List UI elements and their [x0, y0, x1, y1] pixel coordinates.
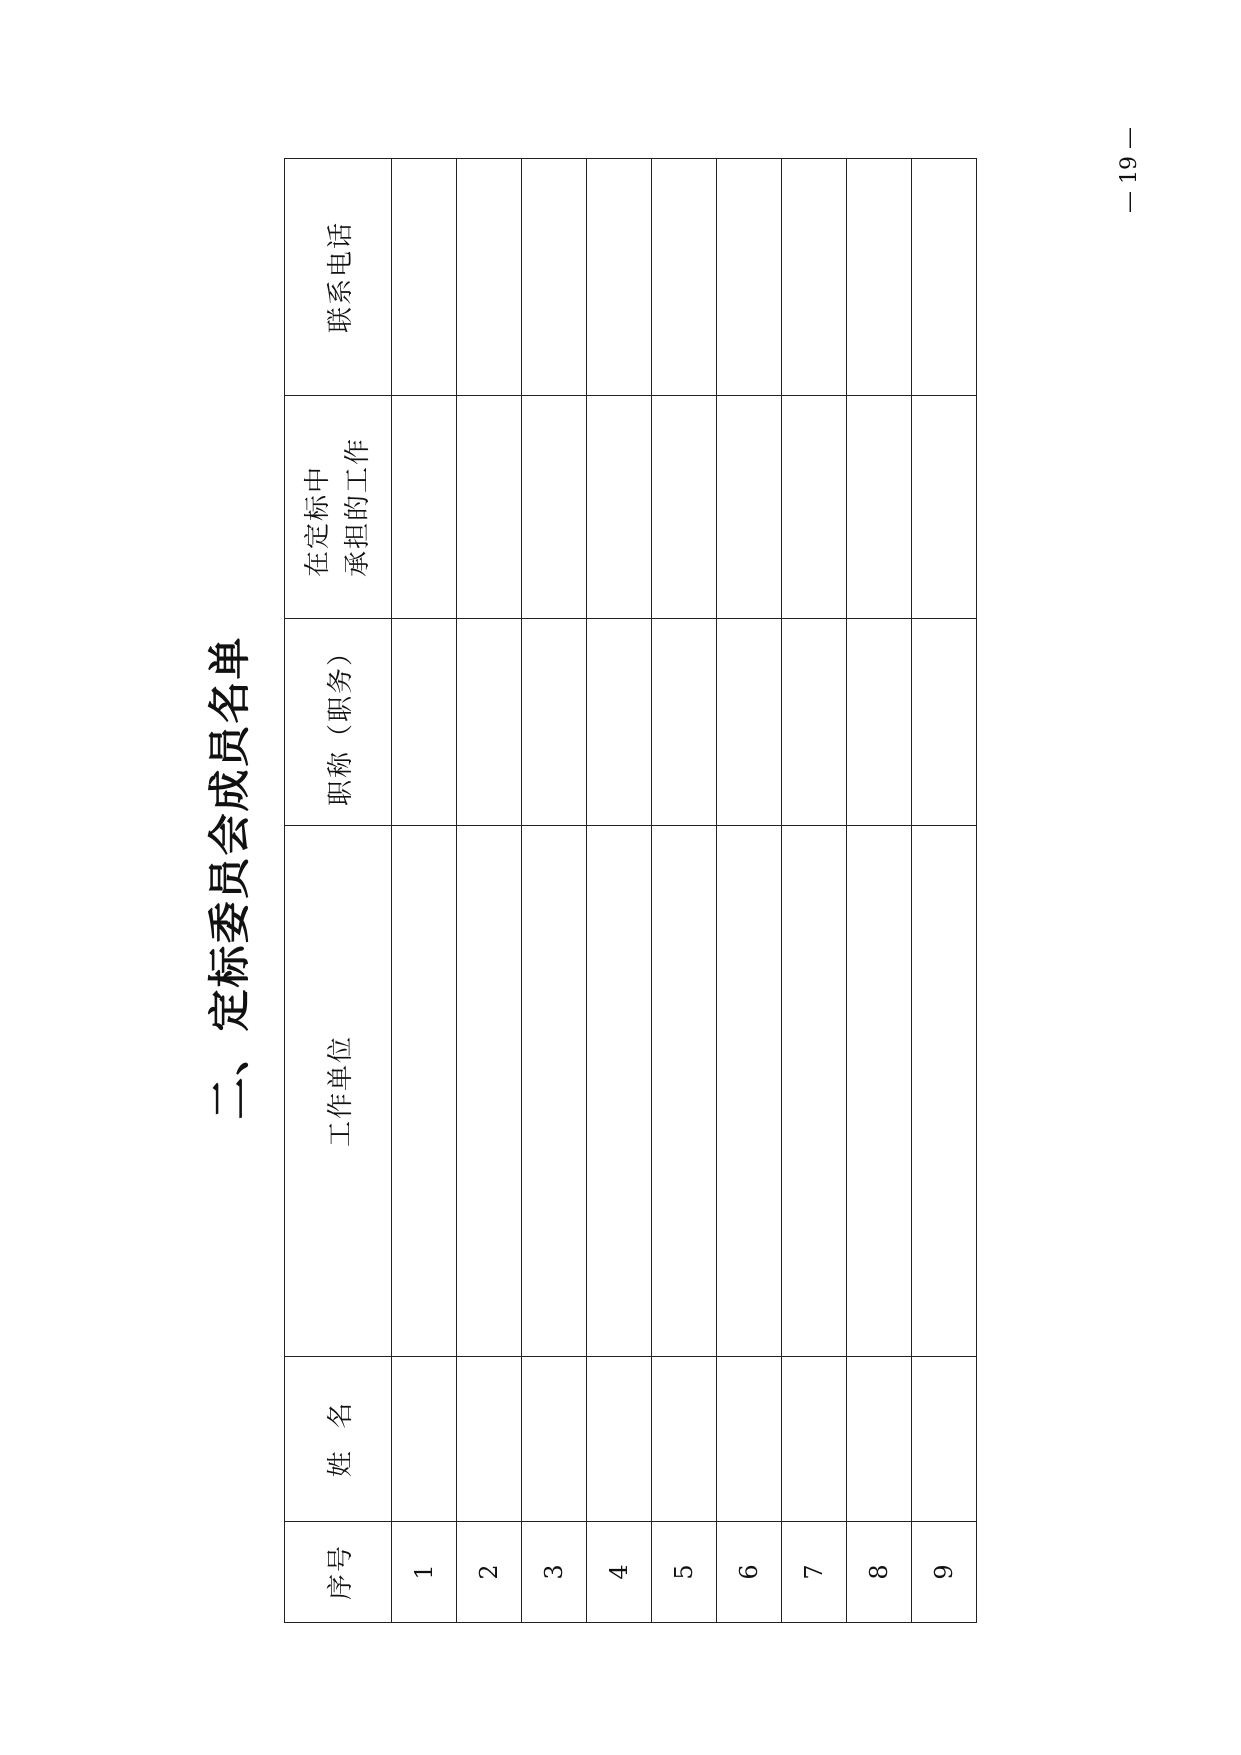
header-name: 姓 名 [285, 1357, 392, 1522]
cell-seq: 4 [587, 1522, 652, 1623]
table-row [847, 159, 912, 1623]
table-row [392, 159, 457, 1623]
table-row [587, 159, 652, 1623]
cell-role[interactable] [717, 396, 782, 619]
cell-name[interactable] [522, 1357, 587, 1522]
cell-phone[interactable] [717, 159, 782, 396]
header-title: 职称（职务） [285, 619, 392, 826]
cell-phone[interactable] [782, 159, 847, 396]
cell-org[interactable] [392, 826, 457, 1357]
table-row [782, 159, 847, 1623]
cell-phone[interactable] [912, 159, 977, 396]
header-role [285, 396, 392, 619]
header-org: 工作单位 [285, 826, 392, 1357]
cell-seq: 8 [847, 1522, 912, 1623]
cell-name[interactable] [912, 1357, 977, 1522]
cell-role[interactable] [587, 396, 652, 619]
table-row [457, 159, 522, 1623]
cell-name[interactable] [717, 1357, 782, 1522]
table-header-row [285, 159, 392, 1623]
cell-phone[interactable] [392, 159, 457, 396]
cell-role[interactable] [847, 396, 912, 619]
cell-phone[interactable] [587, 159, 652, 396]
cell-seq: 2 [457, 1522, 522, 1623]
cell-role[interactable] [457, 396, 522, 619]
cell-name[interactable] [782, 1357, 847, 1522]
cell-name[interactable] [652, 1357, 717, 1522]
cell-title[interactable] [457, 619, 522, 826]
cell-seq: 6 [717, 1522, 782, 1623]
cell-title[interactable] [522, 619, 587, 826]
cell-seq: 7 [782, 1522, 847, 1623]
cell-seq: 1 [392, 1522, 457, 1623]
cell-name[interactable] [457, 1357, 522, 1522]
cell-role[interactable] [912, 396, 977, 619]
committee-members-table [284, 158, 977, 1623]
cell-title[interactable] [392, 619, 457, 826]
table-row [912, 159, 977, 1623]
cell-seq: 9 [912, 1522, 977, 1623]
table-row [522, 159, 587, 1623]
cell-title[interactable] [847, 619, 912, 826]
cell-org[interactable] [587, 826, 652, 1357]
table-body [392, 159, 977, 1623]
cell-name[interactable] [392, 1357, 457, 1522]
cell-org[interactable] [522, 826, 587, 1357]
cell-role[interactable] [652, 396, 717, 619]
cell-seq: 5 [652, 1522, 717, 1623]
cell-title[interactable] [782, 619, 847, 826]
cell-org[interactable] [652, 826, 717, 1357]
cell-org[interactable] [847, 826, 912, 1357]
cell-phone[interactable] [457, 159, 522, 396]
cell-phone[interactable] [652, 159, 717, 396]
cell-org[interactable] [457, 826, 522, 1357]
cell-title[interactable] [652, 619, 717, 826]
cell-seq: 3 [522, 1522, 587, 1623]
cell-role[interactable] [392, 396, 457, 619]
cell-org[interactable] [717, 826, 782, 1357]
cell-phone[interactable] [847, 159, 912, 396]
header-phone: 联系电话 [285, 159, 392, 396]
cell-title[interactable] [717, 619, 782, 826]
cell-role[interactable] [782, 396, 847, 619]
cell-org[interactable] [912, 826, 977, 1357]
cell-name[interactable] [847, 1357, 912, 1522]
cell-org[interactable] [782, 826, 847, 1357]
cell-title[interactable] [587, 619, 652, 826]
cell-role[interactable] [522, 396, 587, 619]
header-role-line1: 在定标中 [303, 465, 333, 578]
cell-title[interactable] [912, 619, 977, 826]
page-title: 二、定标委员会成员名单 [205, 635, 254, 1120]
page-number: — 19 — [1117, 127, 1142, 213]
header-seq: 序号 [285, 1522, 392, 1623]
table-row [652, 159, 717, 1623]
cell-phone[interactable] [522, 159, 587, 396]
table-row [717, 159, 782, 1623]
header-role-line2: 承担的工作 [343, 437, 373, 578]
cell-name[interactable] [587, 1357, 652, 1522]
